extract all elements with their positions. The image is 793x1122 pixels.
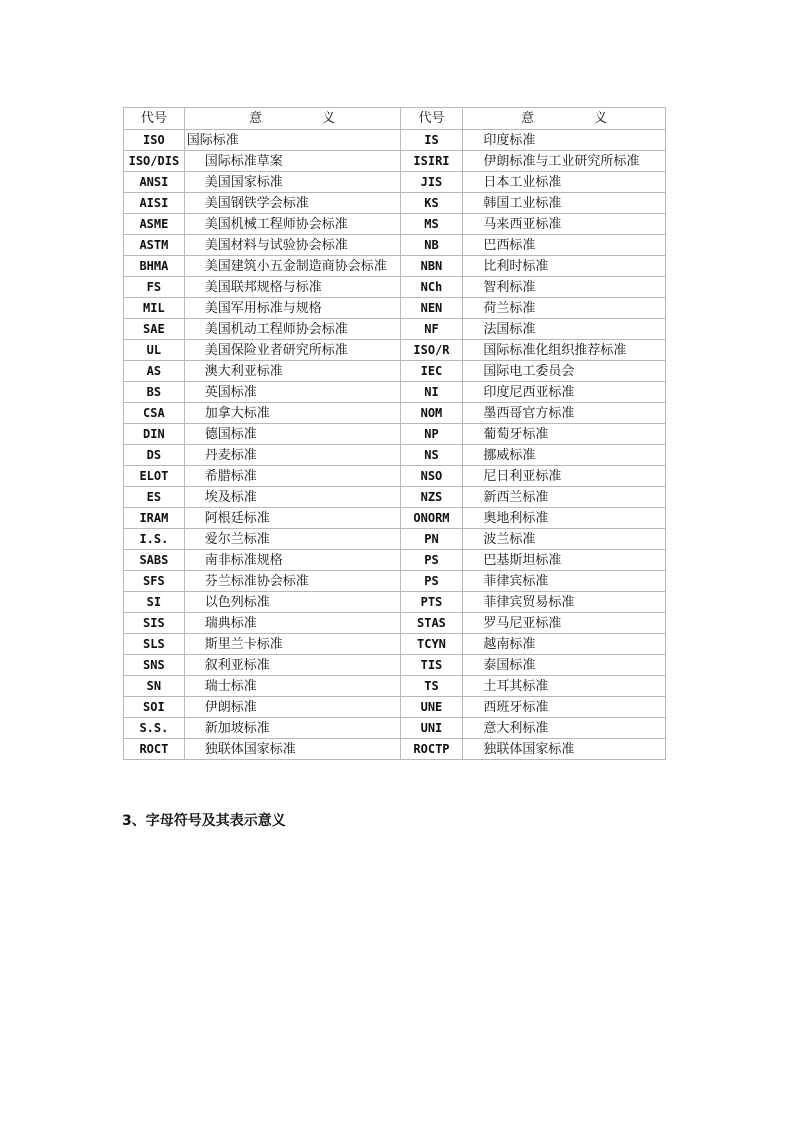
standard-meaning-left: 丹麦标准	[184, 445, 400, 466]
standard-meaning-right: 西班牙标准	[463, 697, 666, 718]
standard-meaning-left: 希腊标准	[184, 466, 400, 487]
table-row	[124, 298, 666, 319]
standard-meaning-left: 澳大利亚标准	[184, 361, 400, 382]
standard-code-right: TIS	[400, 655, 463, 676]
standard-meaning-right: 奥地利标准	[463, 508, 666, 529]
standard-meaning-right: 法国标准	[463, 319, 666, 340]
standard-code-right: TCYN	[400, 634, 463, 655]
standard-code-left: ELOT	[124, 466, 185, 487]
table-row	[124, 445, 666, 466]
standard-meaning-left: 爱尔兰标准	[184, 529, 400, 550]
table-row	[124, 130, 666, 151]
standard-meaning-right: 土耳其标准	[463, 676, 666, 697]
standard-meaning-right: 印度尼西亚标准	[463, 382, 666, 403]
standard-meaning-left: 美国保险业者研究所标准	[184, 340, 400, 361]
standard-code-left: MIL	[124, 298, 185, 319]
header-meaning-char-1: 意	[249, 111, 263, 126]
table-row	[124, 676, 666, 697]
standard-code-left: BHMA	[124, 256, 185, 277]
standard-code-right: PS	[400, 571, 463, 592]
table-row	[124, 403, 666, 424]
section-heading: 3、字母符号及其表示意义	[122, 813, 286, 829]
standard-meaning-left: 独联体国家标准	[184, 739, 400, 760]
standard-meaning-left: 瑞典标准	[184, 613, 400, 634]
header-code-1: 代号	[124, 108, 185, 130]
standard-meaning-left: 国际标准	[184, 130, 400, 151]
table-row	[124, 319, 666, 340]
table-row	[124, 634, 666, 655]
standard-meaning-left: 美国材料与试验协会标准	[184, 235, 400, 256]
standard-code-right: NBN	[400, 256, 463, 277]
standard-code-right: NP	[400, 424, 463, 445]
header-meaning-1	[184, 108, 400, 130]
standard-meaning-right: 意大利标准	[463, 718, 666, 739]
standard-meaning-left: 南非标准规格	[184, 550, 400, 571]
standard-code-left: DS	[124, 445, 185, 466]
standard-code-right: MS	[400, 214, 463, 235]
standard-meaning-left: 芬兰标准协会标准	[184, 571, 400, 592]
standard-meaning-left: 新加坡标准	[184, 718, 400, 739]
standard-meaning-right: 巴基斯坦标准	[463, 550, 666, 571]
standard-code-left: BS	[124, 382, 185, 403]
table-row	[124, 151, 666, 172]
standard-code-left: ANSI	[124, 172, 185, 193]
standard-meaning-left: 阿根廷标准	[184, 508, 400, 529]
standard-meaning-right: 荷兰标准	[463, 298, 666, 319]
table-row	[124, 424, 666, 445]
standard-meaning-right: 葡萄牙标准	[463, 424, 666, 445]
table-row	[124, 739, 666, 760]
standard-code-left: ISO/DIS	[124, 151, 185, 172]
table-header-row	[124, 108, 666, 130]
standard-meaning-right: 日本工业标准	[463, 172, 666, 193]
standard-code-left: ES	[124, 487, 185, 508]
table-row	[124, 508, 666, 529]
standard-meaning-left: 叙利亚标准	[184, 655, 400, 676]
table-row	[124, 214, 666, 235]
standard-meaning-left: 加拿大标准	[184, 403, 400, 424]
table-row	[124, 718, 666, 739]
standard-code-right: PN	[400, 529, 463, 550]
standard-meaning-right: 新西兰标准	[463, 487, 666, 508]
table-row	[124, 592, 666, 613]
standard-code-left: IRAM	[124, 508, 185, 529]
standard-meaning-right: 巴西标准	[463, 235, 666, 256]
standard-code-left: S.S.	[124, 718, 185, 739]
table-row	[124, 382, 666, 403]
standard-meaning-right: 泰国标准	[463, 655, 666, 676]
standard-meaning-left: 德国标准	[184, 424, 400, 445]
standard-code-left: SOI	[124, 697, 185, 718]
standard-code-right: IEC	[400, 361, 463, 382]
standard-code-right: NSO	[400, 466, 463, 487]
standard-code-right: NEN	[400, 298, 463, 319]
header-meaning-char-2: 义	[594, 111, 608, 126]
standard-meaning-left: 斯里兰卡标准	[184, 634, 400, 655]
standard-meaning-right: 罗马尼亚标准	[463, 613, 666, 634]
standard-meaning-right: 韩国工业标准	[463, 193, 666, 214]
table-row	[124, 193, 666, 214]
standard-meaning-left: 英国标准	[184, 382, 400, 403]
header-meaning-char-2: 义	[322, 111, 336, 126]
standard-meaning-left: 美国机械工程师协会标准	[184, 214, 400, 235]
standard-code-left: UL	[124, 340, 185, 361]
table-row	[124, 487, 666, 508]
table-row	[124, 571, 666, 592]
table-row	[124, 529, 666, 550]
standard-meaning-left: 埃及标准	[184, 487, 400, 508]
standard-meaning-left: 美国建筑小五金制造商协会标准	[184, 256, 400, 277]
standard-code-left: SN	[124, 676, 185, 697]
standard-code-right: NB	[400, 235, 463, 256]
table-row	[124, 256, 666, 277]
standard-code-right: JIS	[400, 172, 463, 193]
standard-code-right: KS	[400, 193, 463, 214]
standard-code-right: NS	[400, 445, 463, 466]
standard-meaning-left: 以色列标准	[184, 592, 400, 613]
table-row	[124, 550, 666, 571]
standard-code-right: TS	[400, 676, 463, 697]
standard-meaning-left: 美国钢铁学会标准	[184, 193, 400, 214]
standard-code-left: ASTM	[124, 235, 185, 256]
standard-meaning-right: 国际标准化组织推荐标准	[463, 340, 666, 361]
standard-code-right: ISIRI	[400, 151, 463, 172]
standard-code-left: SI	[124, 592, 185, 613]
table-row	[124, 235, 666, 256]
standard-code-left: AISI	[124, 193, 185, 214]
table-row	[124, 655, 666, 676]
standard-meaning-right: 尼日利亚标准	[463, 466, 666, 487]
standard-meaning-right: 越南标准	[463, 634, 666, 655]
standard-meaning-left: 瑞士标准	[184, 676, 400, 697]
standard-code-right: NZS	[400, 487, 463, 508]
standard-meaning-right: 智利标准	[463, 277, 666, 298]
header-meaning-2	[463, 108, 666, 130]
standard-code-right: PS	[400, 550, 463, 571]
standard-code-right: NOM	[400, 403, 463, 424]
standard-meaning-right: 印度标准	[463, 130, 666, 151]
standard-code-left: SIS	[124, 613, 185, 634]
table-body	[124, 130, 666, 760]
standard-meaning-right: 国际电工委员会	[463, 361, 666, 382]
standard-code-left: SABS	[124, 550, 185, 571]
standards-table	[123, 107, 666, 760]
standard-code-right: ROCTP	[400, 739, 463, 760]
standard-code-left: ROCT	[124, 739, 185, 760]
standard-meaning-left: 美国联邦规格与标准	[184, 277, 400, 298]
standard-meaning-right: 波兰标准	[463, 529, 666, 550]
table-row	[124, 361, 666, 382]
standard-code-left: ASME	[124, 214, 185, 235]
standard-meaning-right: 挪威标准	[463, 445, 666, 466]
standard-code-left: DIN	[124, 424, 185, 445]
table-row	[124, 340, 666, 361]
standard-code-left: SAE	[124, 319, 185, 340]
table-row	[124, 613, 666, 634]
standard-code-right: UNE	[400, 697, 463, 718]
table-row	[124, 697, 666, 718]
table-row	[124, 172, 666, 193]
standard-meaning-right: 马来西亚标准	[463, 214, 666, 235]
standard-code-right: STAS	[400, 613, 463, 634]
standard-code-left: CSA	[124, 403, 185, 424]
table-row	[124, 277, 666, 298]
header-code-2: 代号	[400, 108, 463, 130]
standard-code-left: AS	[124, 361, 185, 382]
standard-code-right: NF	[400, 319, 463, 340]
standard-meaning-right: 墨西哥官方标准	[463, 403, 666, 424]
standard-code-left: SNS	[124, 655, 185, 676]
standard-code-left: SFS	[124, 571, 185, 592]
standard-code-left: FS	[124, 277, 185, 298]
standard-code-right: ISO/R	[400, 340, 463, 361]
standard-meaning-right: 菲律宾贸易标准	[463, 592, 666, 613]
standard-meaning-left: 伊朗标准	[184, 697, 400, 718]
standard-meaning-right: 独联体国家标准	[463, 739, 666, 760]
standard-meaning-left: 国际标准草案	[184, 151, 400, 172]
standard-code-right: IS	[400, 130, 463, 151]
header-meaning-char-1: 意	[521, 111, 535, 126]
standard-meaning-right: 比利时标准	[463, 256, 666, 277]
standard-meaning-right: 伊朗标准与工业研究所标准	[463, 151, 666, 172]
table-row	[124, 466, 666, 487]
standard-code-left: SLS	[124, 634, 185, 655]
standard-code-left: ISO	[124, 130, 185, 151]
standard-meaning-left: 美国军用标准与规格	[184, 298, 400, 319]
standard-code-right: NI	[400, 382, 463, 403]
standard-code-right: PTS	[400, 592, 463, 613]
standard-code-left: I.S.	[124, 529, 185, 550]
standard-meaning-left: 美国国家标准	[184, 172, 400, 193]
standard-code-right: ONORM	[400, 508, 463, 529]
standard-code-right: UNI	[400, 718, 463, 739]
standard-code-right: NCh	[400, 277, 463, 298]
standard-meaning-right: 菲律宾标准	[463, 571, 666, 592]
standard-meaning-left: 美国机动工程师协会标准	[184, 319, 400, 340]
